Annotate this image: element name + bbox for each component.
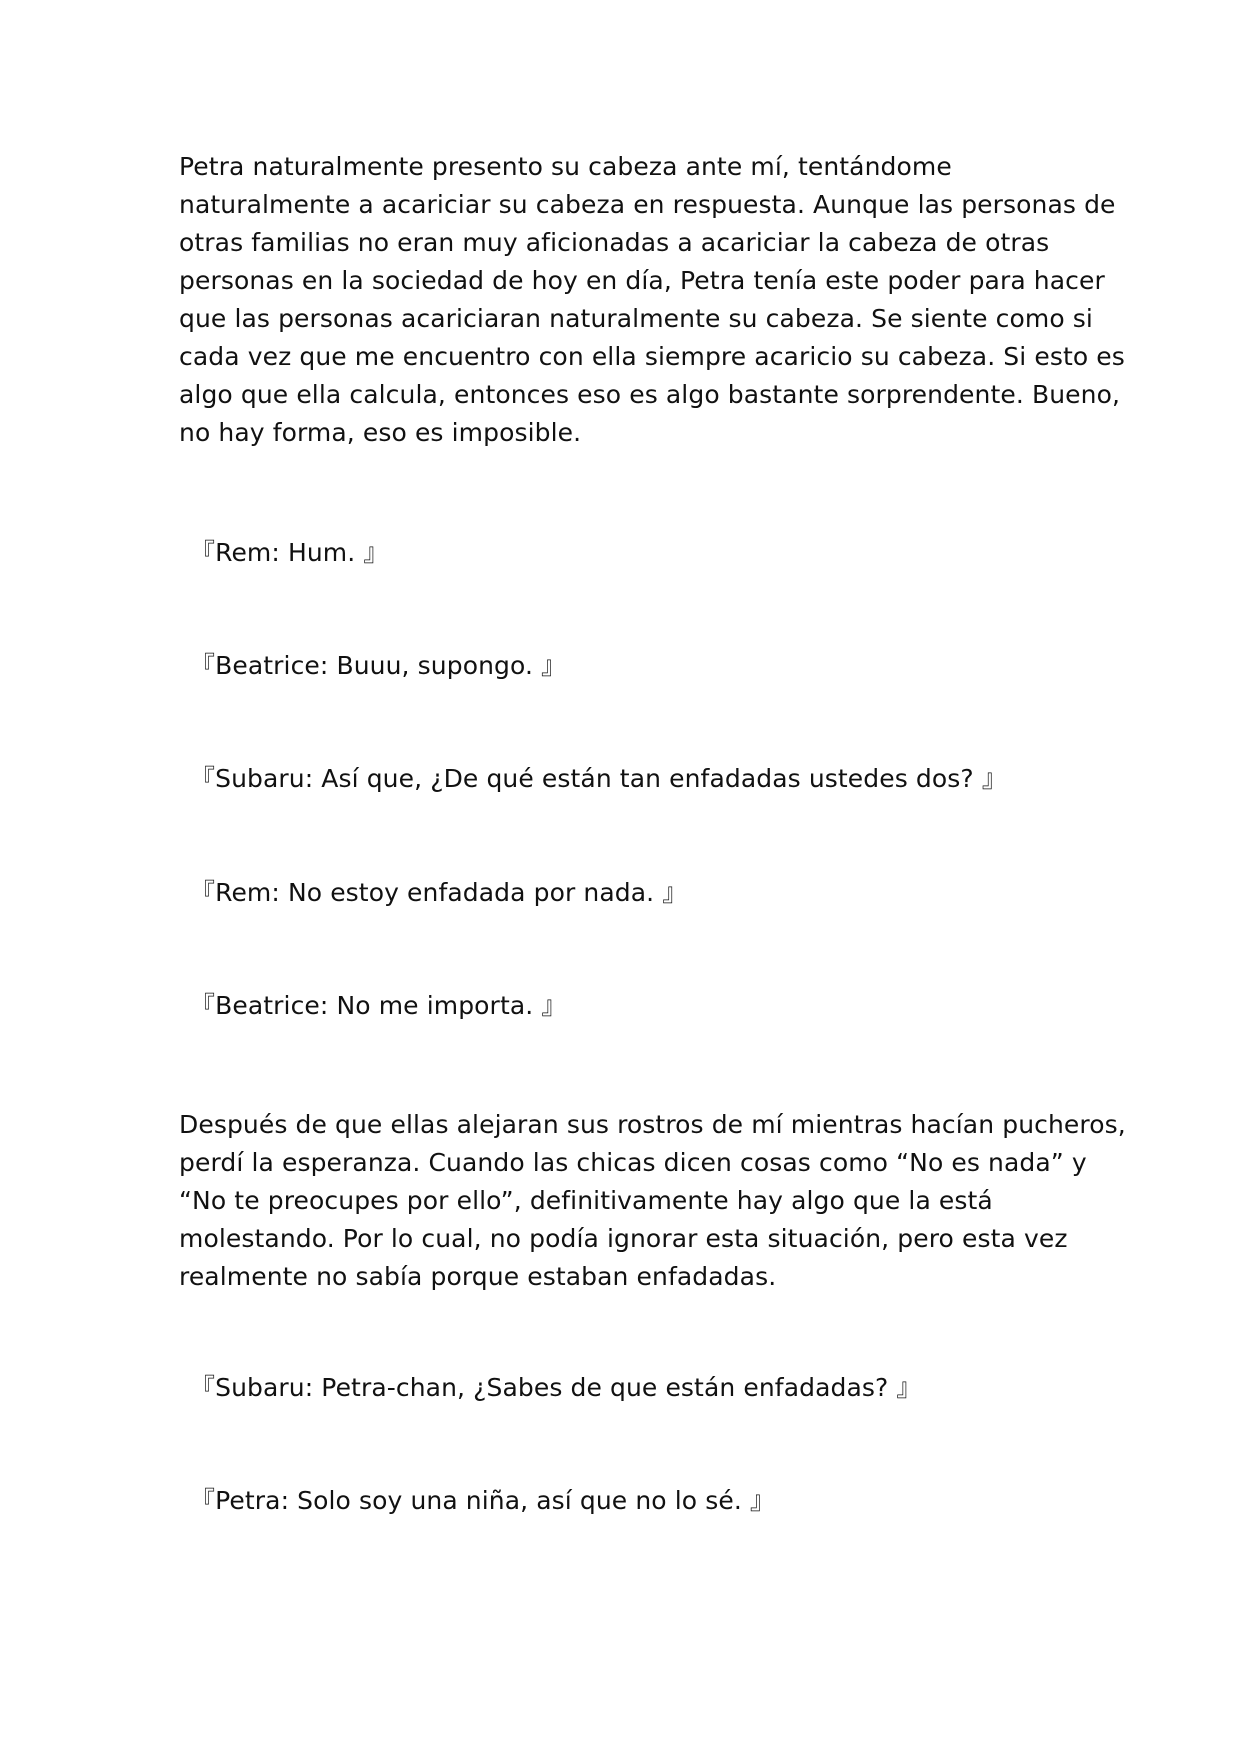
dialogue-line: 『Beatrice: Buuu, supongo. 』: [190, 651, 567, 680]
paragraph-line: otras familias no eran muy aficionadas a acariciar la cabeza de otras: [179, 228, 1050, 257]
paragraph-line: realmente no sabía porque estaban enfadadas.: [179, 1262, 777, 1291]
dialogue-line: 『Rem: No estoy enfadada por nada. 』: [190, 878, 688, 907]
paragraph-line: “No te preocupes por ello”, definitivamente hay algo que la está: [179, 1186, 993, 1215]
paragraph-line: Petra naturalmente presento su cabeza ante mí, tentándome: [179, 152, 952, 181]
dialogue-line: 『Subaru: Petra-chan, ¿Sabes de que están enfadadas? 』: [190, 1373, 922, 1402]
dialogue-line: 『Rem: Hum. 』: [190, 538, 389, 567]
paragraph-line: cada vez que me encuentro con ella siempre acaricio su cabeza. Si esto es: [179, 342, 1125, 371]
dialogue-line: 『Beatrice: No me importa. 』: [190, 991, 567, 1020]
paragraph-line: perdí la esperanza. Cuando las chicas dicen cosas como “No es nada” y: [179, 1148, 1087, 1177]
paragraph: [179, 148, 1125, 452]
dialogue-line: 『Subaru: Así que, ¿De qué están tan enfadadas ustedes dos? 』: [190, 764, 1007, 793]
paragraph: [179, 1106, 1126, 1296]
paragraph-line: que las personas acariciaran naturalmente su cabeza. Se siente como si: [179, 304, 1093, 333]
paragraph-line: no hay forma, eso es imposible.: [179, 418, 582, 447]
dialogue-line: 『Petra: Solo soy una niña, así que no lo sé. 』: [190, 1486, 776, 1515]
paragraph-line: personas en la sociedad de hoy en día, Petra tenía este poder para hacer: [179, 266, 1105, 295]
paragraph-line: naturalmente a acariciar su cabeza en respuesta. Aunque las personas de: [179, 190, 1116, 219]
paragraph-line: Después de que ellas alejaran sus rostros de mí mientras hacían pucheros,: [179, 1110, 1126, 1139]
paragraph-line: molestando. Por lo cual, no podía ignorar esta situación, pero esta vez: [179, 1224, 1068, 1253]
paragraph-line: algo que ella calcula, entonces eso es algo bastante sorprendente. Bueno,: [179, 380, 1121, 409]
